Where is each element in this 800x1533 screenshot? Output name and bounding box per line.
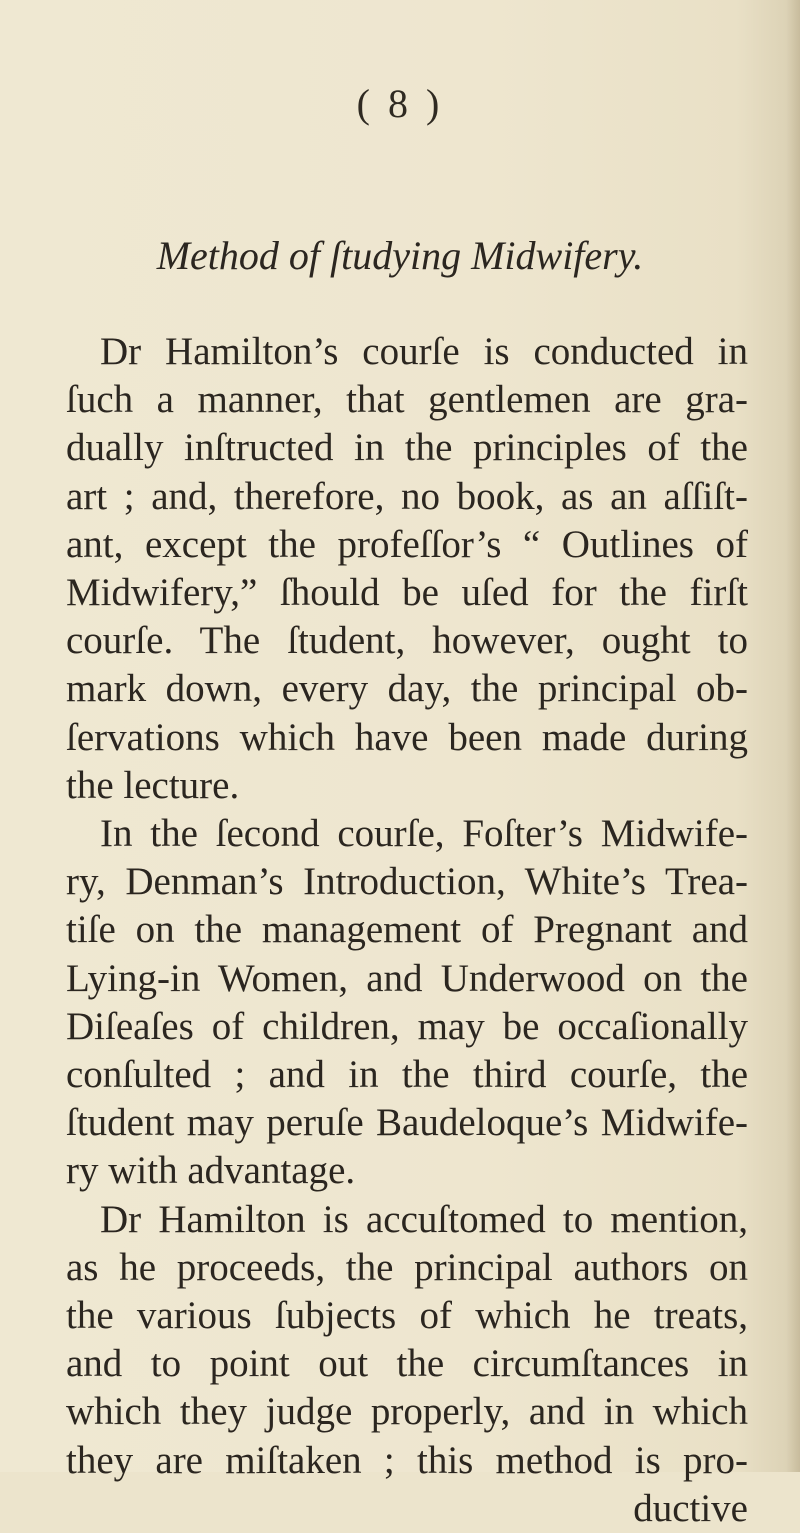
- text-line: In the ſecond courſe, Foſter’s Midwife-: [100, 812, 748, 856]
- text-line: as he proceeds, the principal authors on: [66, 1245, 748, 1289]
- text-line: the lecture.: [66, 763, 240, 807]
- text-line: ſervations which have been made during: [66, 715, 748, 759]
- text-line: ry with advantage.: [66, 1149, 356, 1193]
- section-heading: Method of ſtudying Midwifery.: [156, 233, 644, 278]
- text-line: Dr Hamilton’s courſe is conducted in: [100, 330, 748, 373]
- text-line: mark down, every day, the principal ob-: [66, 667, 748, 711]
- text-line: ant, except the profeſſor’s “ Outlines of: [66, 522, 748, 566]
- page-number: ( 8 ): [356, 81, 444, 126]
- text-line: conſulted ; and in the third courſe, the: [66, 1053, 748, 1097]
- text-line: Midwifery,” ſhould be uſed for the firſt: [66, 571, 748, 615]
- text-line: ſtudent may peruſe Baudeloque’s Midwife-: [66, 1101, 748, 1145]
- text-line: Lying-in Women, and Underwood on the: [66, 956, 748, 1000]
- body-text: [66, 328, 748, 1533]
- text-line: art ; and, therefore, no book, as an aſſiſt-: [66, 474, 748, 518]
- text-line: and to point out the circumſtances in: [66, 1342, 748, 1386]
- text-line: ſuch a manner, that gentlemen are gra-: [66, 378, 748, 422]
- text-line: which they judge properly, and in which: [66, 1390, 748, 1434]
- page-edge-shadow: [786, 0, 800, 1472]
- text-line: ry, Denman’s Introduction, White’s Trea-: [66, 860, 748, 904]
- text-line: the various ſubjects of which he treats,: [66, 1294, 748, 1338]
- text-line: tiſe on the management of Pregnant and: [66, 908, 748, 952]
- catchword: ductive: [633, 1486, 748, 1530]
- text-line: courſe. The ſtudent, however, ought to: [66, 619, 748, 663]
- text-line: they are miſtaken ; this method is pro-: [66, 1438, 748, 1482]
- text-line: Diſeaſes of children, may be occaſionally: [66, 1004, 748, 1048]
- text-line: Dr Hamilton is accuſtomed to mention,: [100, 1197, 748, 1241]
- text-line: dually inſtructed in the principles of the: [66, 426, 748, 470]
